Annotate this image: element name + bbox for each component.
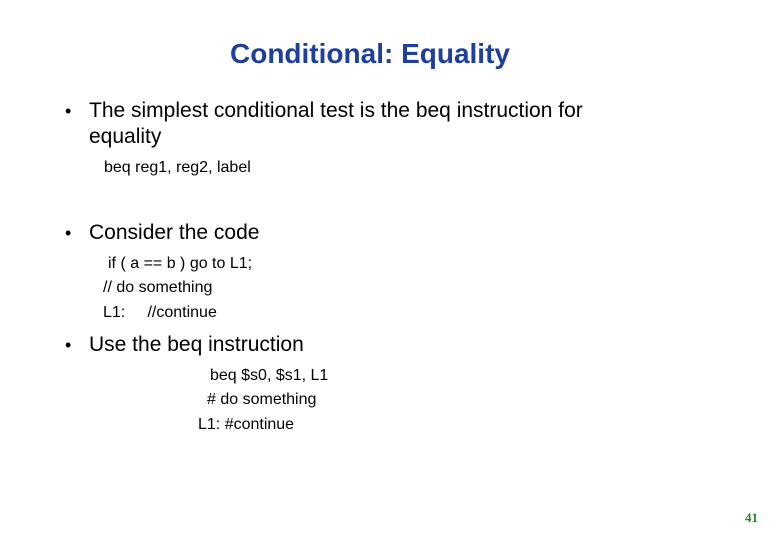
- code-line-beq-syntax: beq reg1, reg2, label: [104, 159, 251, 176]
- bullet-3-text-1: Use the beq instruction: [89, 333, 304, 356]
- bullet-2-marker: •: [65, 223, 72, 243]
- bullet-2-line-1: [65, 220, 260, 246]
- page-number: 41: [745, 510, 758, 525]
- bullet-1-line-1: [65, 98, 583, 124]
- code-line-l1-continue: L1: #continue: [198, 416, 295, 433]
- bullet-3-line-1: [65, 332, 304, 358]
- code-line-do-something: // do something: [103, 279, 213, 296]
- slide-title: Conditional: Equality: [230, 38, 510, 69]
- bullet-3-marker: •: [65, 335, 72, 355]
- code-line-beq-s0-s1: beq $s0, $s1, L1: [210, 367, 329, 384]
- code-line-if: if ( a == b ) go to L1;: [108, 255, 253, 272]
- bullet-1-marker: •: [65, 101, 72, 121]
- bullet-1-text-2: equality: [89, 125, 162, 148]
- code-line-hash-do-something: # do something: [207, 391, 317, 408]
- code-line-label-continue: L1: //continue: [103, 304, 217, 321]
- bullet-2-text-1: Consider the code: [89, 221, 260, 244]
- bullet-1-line-2: [89, 124, 161, 150]
- bullet-1-text-1: The simplest conditional test is the beq instruction for: [89, 99, 583, 122]
